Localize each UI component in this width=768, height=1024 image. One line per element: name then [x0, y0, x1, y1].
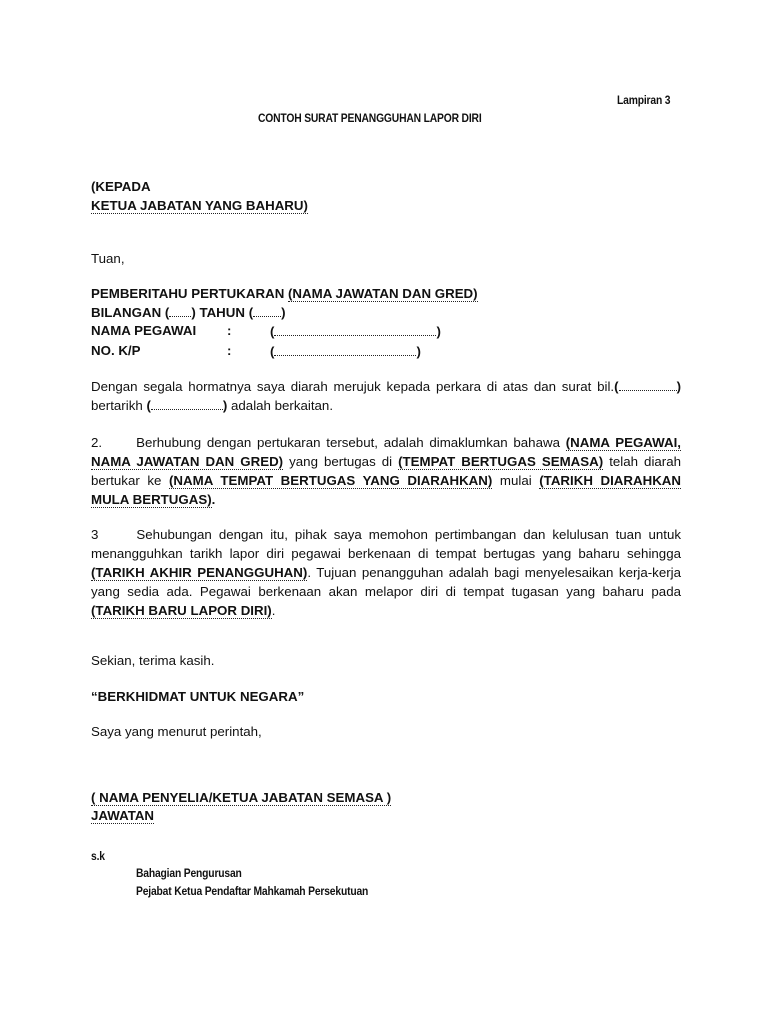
kp-close: ): [416, 344, 421, 359]
paragraph-1: [91, 377, 681, 415]
para2-highlight-2: (TEMPAT BERTUGAS SEMASA): [398, 454, 604, 469]
tahun-label: TAHUN: [195, 305, 249, 320]
kp-blank: [274, 343, 416, 356]
kp-open: (: [270, 344, 275, 359]
closing-thanks: Sekian, terima kasih.: [91, 653, 215, 668]
para3-text-3: .: [271, 603, 276, 618]
nama-pegawai-colon: :: [227, 323, 232, 338]
para1-date-close: ): [222, 398, 228, 413]
recipient-line-2: KETUA JABATAN YANG BAHARU): [91, 198, 308, 213]
sk-line-1: Bahagian Pengurusan: [136, 866, 242, 880]
tahun-open: (: [248, 305, 254, 320]
nama-pegawai-field: [270, 323, 441, 339]
bilangan-label: BILANGAN: [91, 305, 165, 320]
nama-close: ): [436, 324, 441, 339]
para2-text-5: .: [211, 492, 216, 507]
subject-prefix: PEMBERITAHU PERTUKARAN: [91, 286, 288, 301]
para2-highlight-3: (NAMA TEMPAT BERTUGAS YANG DIARAHKAN): [168, 473, 493, 488]
signature-jawatan: JAWATAN: [91, 808, 155, 823]
closing-perintah: Saya yang menurut perintah,: [91, 724, 262, 739]
para1-ref-close: ): [676, 379, 681, 394]
sk-label: s.k: [91, 849, 105, 863]
para1-text-a: Dengan segala hormatnya saya diarah merujuk kepada perkara di atas dan surat bil.: [91, 379, 615, 394]
nama-blank: [274, 323, 436, 336]
salutation: Tuan,: [91, 251, 125, 266]
para2-highlight-1: (NAMA PEGAWAI, NAMA JAWATAN DAN GRED): [91, 435, 681, 469]
paragraph-2: [91, 433, 681, 509]
signature-name: ( NAMA PENYELIA/KETUA JABATAN SEMASA ): [91, 790, 392, 805]
para2-text-1: Berhubung dengan pertukaran tersebut, adalah dimaklumkan bahawa: [136, 435, 566, 450]
para2-text-4: mulai: [492, 473, 540, 488]
subject-line: [91, 286, 478, 301]
bilangan-blank: [169, 304, 191, 317]
bilangan-open: (: [164, 305, 170, 320]
para3-text-1: Sehubungan dengan itu, pihak saya memohon pertimbangan dan kelulusan tuan untuk menangguhkan tarikh lapor diri pegawai berkenaan di tempat bertugas yang baharu sehingga: [91, 527, 681, 561]
recipient-line-1: (KEPADA: [91, 179, 151, 194]
para1-text-b: bertarikh: [91, 398, 147, 413]
bilangan-line: [91, 304, 286, 320]
closing-motto: “BERKHIDMAT UNTUK NEGARA”: [91, 689, 305, 704]
para3-number: 3: [91, 527, 99, 542]
para2-number: 2.: [91, 435, 103, 450]
para3-highlight-2: (TARIKH BARU LAPOR DIRI): [91, 603, 272, 618]
tahun-blank: [253, 304, 281, 317]
para2-text-3: telah diarah bertukar ke: [91, 454, 682, 488]
sk-line-2: Pejabat Ketua Pendaftar Mahkamah Persekutuan: [136, 884, 369, 898]
para3-highlight-1: (TARIKH AKHIR PENANGGUHAN): [91, 565, 308, 580]
subject-highlight: (NAMA JAWATAN DAN GRED): [288, 286, 478, 301]
kp-label: NO. K/P: [91, 343, 141, 358]
nama-open: (: [270, 324, 275, 339]
tahun-close: ): [281, 305, 286, 320]
para3-text-2: . Tujuan penangguhan adalah bagi menyelesaikan kerja-kerja yang sedia ada. Pegawai berkenaan akan melapor diri di tempat tugasan yang baharu pada: [91, 565, 681, 599]
para2-text-2: yang bertugas di: [283, 454, 399, 469]
nama-pegawai-label: NAMA PEGAWAI: [91, 323, 197, 338]
para2-highlight-4: (TARIKH DIARAHKAN MULA BERTUGAS): [91, 473, 682, 507]
kp-colon: :: [227, 343, 232, 358]
para1-ref-blank: [619, 378, 677, 391]
paragraph-3: [91, 525, 681, 620]
document-title: CONTOH SURAT PENANGGUHAN LAPOR DIRI: [258, 111, 482, 125]
para1-ref-open: (: [614, 379, 619, 394]
bilangan-close: ): [191, 305, 196, 320]
para1-date-open: (: [146, 398, 151, 413]
para1-date-blank: [151, 397, 223, 410]
kp-field: [270, 343, 421, 359]
para1-text-c: adalah berkaitan.: [227, 398, 334, 413]
lampiran-label: Lampiran 3: [617, 93, 671, 107]
